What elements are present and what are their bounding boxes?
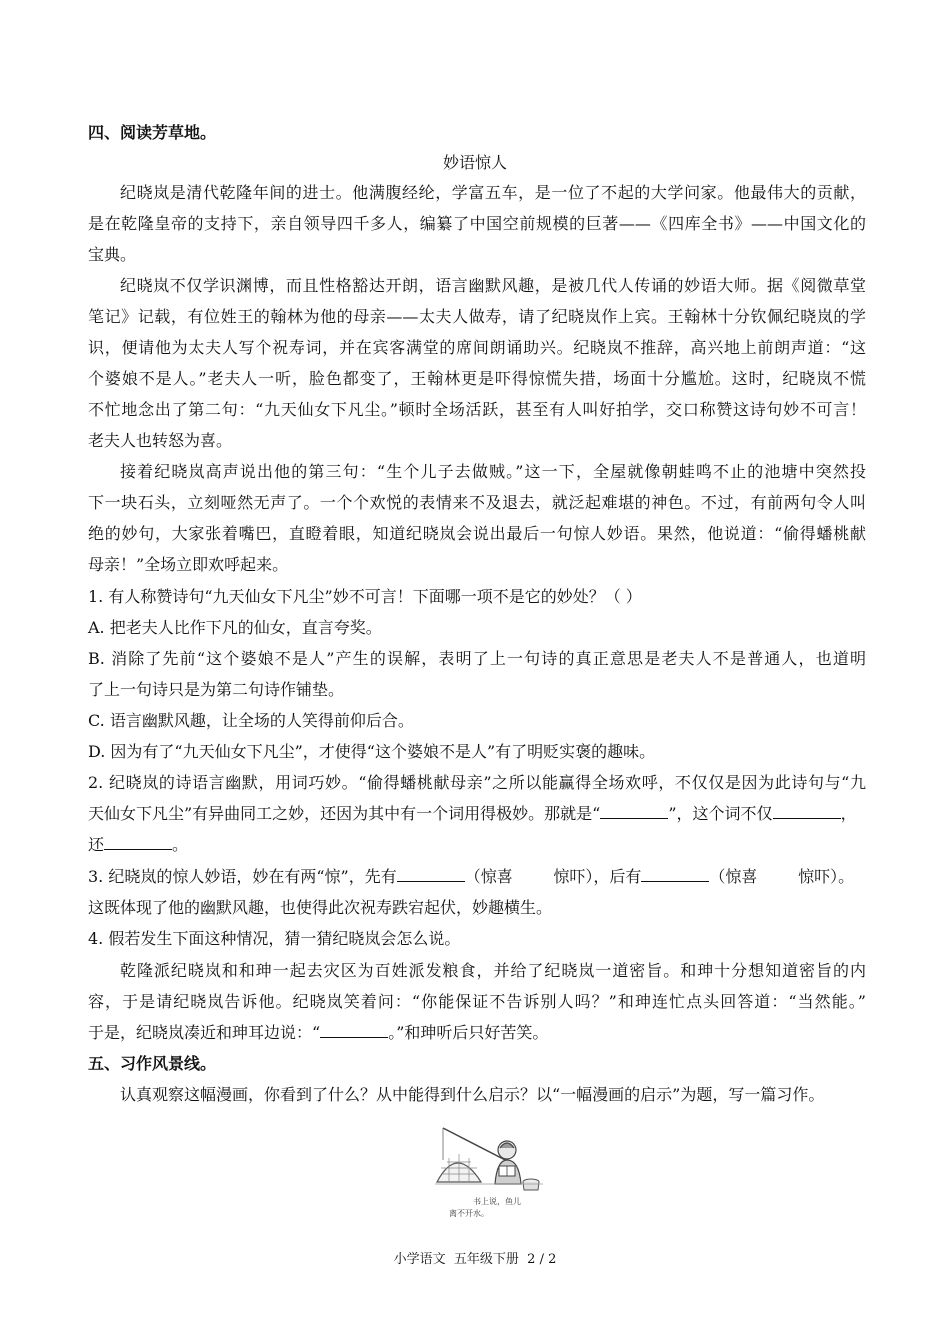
cartoon-caption-line1: 书上说，鱼儿 xyxy=(473,1197,521,1206)
answer-blank-word[interactable] xyxy=(600,803,668,819)
para2-line4: 个婆娘不是人。”老夫人一听，脸色都变了，王翰林更是吓得惊慌失措，场面十分尴尬。这时，纪晓岚不慌 xyxy=(88,369,866,388)
para3-line4: 母亲！”全场立即欢呼起来。 xyxy=(88,555,289,574)
question-1-option-b-line1: B. 消除了先前“这个婆娘不是人”产生的误解，表明了上一句诗的真正意思是老夫人不是普通人，也道明 xyxy=(88,649,866,668)
para2-line6: 老夫人也转怒为喜。 xyxy=(88,431,233,450)
para1-line1: 纪晓岚是清代乾隆年间的进士。他满腹经纶，学富五车，是一位了不起的大学问家。他最伟大的贡献， xyxy=(120,183,866,202)
para2-line1: 纪晓岚不仅学识渊博，而且性格豁达开朗，语言幽默风趣，是被几代人传诵的妙语大师。据《阅微草堂 xyxy=(120,276,866,295)
question-1-option-d: D. 因为有了“九天仙女下凡尘”，才使得“这个婆娘不是人”有了明贬实褒的趣味。 xyxy=(88,742,656,761)
question-4-para-line3 xyxy=(88,1022,866,1044)
question-2-line1: 2. 纪晓岚的诗语言幽默，用词巧妙。“偷得蟠桃献母亲”之所以能赢得全场欢呼，不仅仅是因为此诗句与“九 xyxy=(88,773,866,792)
question-2-text-c: ， xyxy=(840,804,857,823)
para1-line2: 是在乾隆皇帝的支持下，亲自领导四千多人，编纂了中国空前规模的巨著——《四库全书》——中国文化的 xyxy=(88,214,866,233)
answer-blank-reason1[interactable] xyxy=(773,803,841,819)
question-4-text-a: 于是，纪晓岚凑近和珅耳边说：“ xyxy=(88,1023,321,1042)
question-1-stem: 1. 有人称赞诗句“九天仙女下凡尘”妙不可言！下面哪一项不是它的妙处？（ ） xyxy=(88,587,642,606)
section5-heading: 五、习作风景线。 xyxy=(88,1054,217,1073)
question-2-text-d: 还 xyxy=(88,835,105,854)
writing-prompt: 认真观察这幅漫画，你看到了什么？从中能得到什么启示？以“一幅漫画的启示”为题，写一篇习作。 xyxy=(120,1085,825,1104)
para2-line2: 笔记》记载，有位姓王的翰林为他的母亲——太夫人做寿，请了纪晓岚作上宾。王翰林十分钦佩纪晓岚的学 xyxy=(88,307,866,326)
answer-blank-second-jing[interactable] xyxy=(641,866,709,882)
question-4-stem: 4. 假若发生下面这种情况，猜一猜纪晓岚会怎么说。 xyxy=(88,929,461,948)
question-3-text-a: 3. 纪晓岚的惊人妙语，妙在有两“惊”，先有 xyxy=(88,867,397,886)
cartoon-caption-line2: 离不开水。 xyxy=(449,1209,489,1218)
question-4-para-line2: 容，于是请纪晓岚告诉他。纪晓岚笑着问：“你能保证不告诉别人吗？”和珅连忙点头回答道：“当然能。” xyxy=(88,992,866,1011)
question-1-option-a: A. 把老夫人比作下凡的仙女，直言夸奖。 xyxy=(88,618,382,637)
question-3-text-c: （惊喜 惊吓）。 xyxy=(709,867,855,886)
cartoon-illustration xyxy=(435,1124,543,1220)
answer-blank-first-jing[interactable] xyxy=(397,866,465,882)
page-footer: 小学语文 五年级下册 2 / 2 xyxy=(393,1252,557,1267)
question-1-option-c: C. 语言幽默风趣，让全场的人笑得前仰后合。 xyxy=(88,711,414,730)
question-3-text-b: （惊喜 惊吓），后有 xyxy=(464,867,642,886)
para2-line5: 不忙地念出了第二句：“九天仙女下凡尘。”顿时全场活跃，甚至有人叫好拍学，交口称赞这诗句妙不可言！ xyxy=(88,400,866,419)
question-2-text-e: 。 xyxy=(172,835,189,854)
question-3-line1 xyxy=(88,866,866,888)
para3-line1: 接着纪晓岚高声说出他的第三句：“生个儿子去做贼。”这一下，全屋就像朝蛙鸣不止的池塘中突然投 xyxy=(120,462,866,481)
para1-line3: 宝典。 xyxy=(88,245,137,264)
answer-blank-quote[interactable] xyxy=(320,1022,388,1038)
question-1-option-b-line2: 了上一句诗只是为第二句诗作铺垫。 xyxy=(88,680,345,699)
question-2-line2 xyxy=(88,803,866,825)
answer-blank-reason2[interactable] xyxy=(104,834,172,850)
para3-line3: 绝的妙句，大家张着嘴巴，直瞪着眼，知道纪晓岚会说出最后一句惊人妙语。果然，他说道：“偷得蟠桃献 xyxy=(88,524,866,543)
para3-line2: 下一块石头，立刻哑然无声了。一个个欢悦的表情来不及退去，就泛起难堪的神色。不过，有前两句令人叫 xyxy=(88,493,866,512)
question-2-text-b: ”，这个词不仅 xyxy=(668,804,773,823)
section4-heading: 四、阅读芳草地。 xyxy=(88,123,217,142)
question-2-line3 xyxy=(88,834,866,856)
para2-line3: 识，便请他为太夫人写个祝寿词，并在宾客满堂的席间朗诵助兴。纪晓岚不推辞，高兴地上前朗声道：“这 xyxy=(88,338,866,357)
question-3-line2: 这既体现了他的幽默风趣，也使得此次祝寿跌宕起伏，妙趣横生。 xyxy=(88,898,553,917)
question-4-text-b: 。”和珅听后只好苦笑。 xyxy=(388,1023,549,1042)
question-2-text-a: 天仙女下凡尘”有异曲同工之妙，还因为其中有一个词用得极妙。那就是“ xyxy=(88,804,601,823)
question-4-para-line1: 乾隆派纪晓岚和和珅一起去灾区为百姓派发粮食，并给了纪晓岚一道密旨。和珅十分想知道密旨的内 xyxy=(120,961,866,980)
passage-title: 妙语惊人 xyxy=(442,153,507,172)
fishing-cartoon-drawing xyxy=(435,1124,543,1220)
